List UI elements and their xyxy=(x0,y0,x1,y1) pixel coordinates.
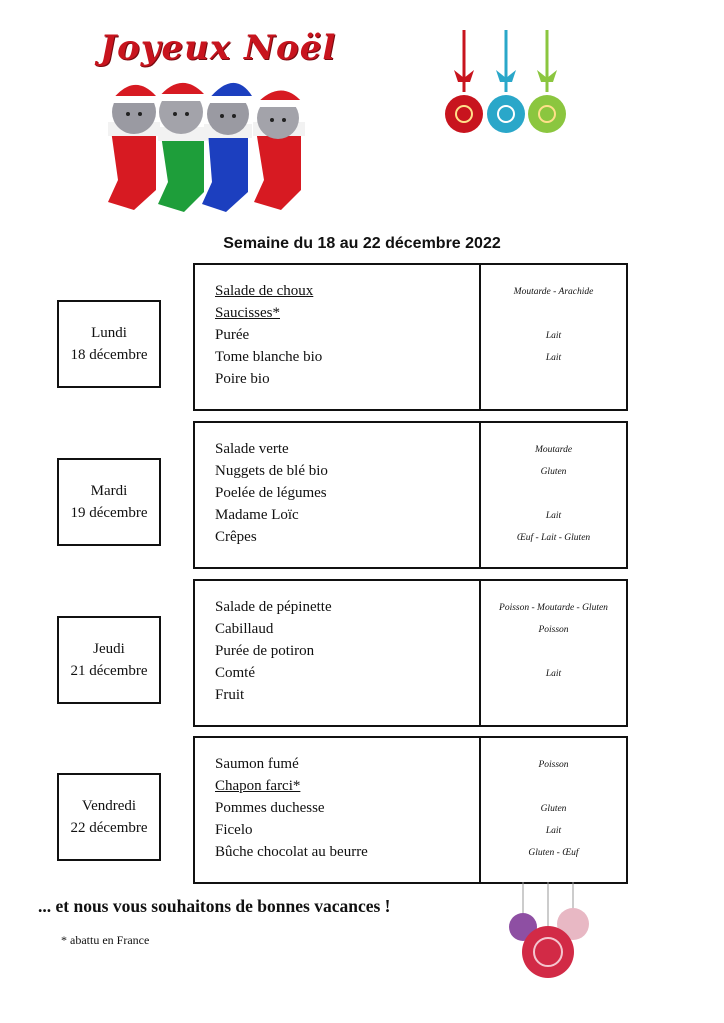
menu-dish: Saucisses* xyxy=(215,305,280,321)
week-title: Semaine du 18 au 22 décembre 2022 xyxy=(223,235,501,252)
allergen-label: Lait xyxy=(545,353,562,363)
allergen-label: Poisson xyxy=(538,625,569,635)
allergen-label: Lait xyxy=(545,331,562,341)
footnote: * abattu en France xyxy=(61,933,150,947)
day-name: Mardi xyxy=(90,483,128,499)
allergen-label: Lait xyxy=(545,669,562,679)
allergen-label: Gluten xyxy=(540,804,567,814)
menu-dish: Pommes duchesse xyxy=(215,800,325,816)
menu-dish: Fruit xyxy=(215,687,245,703)
day-date: 21 décembre xyxy=(70,663,148,679)
menu-dish: Salade verte xyxy=(215,441,289,457)
day-name: Lundi xyxy=(91,325,127,341)
allergen-label: Poisson - Moutarde - Gluten xyxy=(499,603,608,613)
allergen-label: Lait xyxy=(545,511,562,521)
day-label-box xyxy=(57,458,161,546)
menu-box xyxy=(193,579,628,727)
joyeux-noel-title: Joyeux Noël xyxy=(100,28,337,68)
allergen-label: Gluten - Œuf xyxy=(528,848,579,858)
menu-dish: Madame Loïc xyxy=(215,507,299,523)
menu-dish: Chapon farci* xyxy=(215,778,301,794)
menu-dish: Salade de choux xyxy=(215,283,314,299)
day-date: 19 décembre xyxy=(70,505,148,521)
menu-dish: Poire bio xyxy=(215,371,270,387)
menu-dish: Cabillaud xyxy=(215,621,274,637)
bottom-ornaments-image xyxy=(498,882,598,982)
menu-dish: Ficelo xyxy=(215,822,253,838)
allergen-label: Moutarde - Arachide xyxy=(513,287,594,297)
allergen-label: Œuf - Lait - Gluten xyxy=(516,533,591,543)
menu-dish: Bûche chocolat au beurre xyxy=(215,844,368,860)
holiday-wishes: ... et nous vous souhaitons de bonnes vacances ! xyxy=(38,896,391,916)
day-date: 22 décembre xyxy=(70,820,148,836)
menu-dish: Tome blanche bio xyxy=(215,349,323,365)
allergen-label: Moutarde xyxy=(534,445,573,455)
menu-dish: Poelée de légumes xyxy=(215,485,327,501)
day-label-box xyxy=(57,773,161,861)
menu-dish: Purée de potiron xyxy=(215,643,315,659)
menu-box xyxy=(193,421,628,569)
christmas-bears-stockings-image xyxy=(96,70,336,220)
day-name: Jeudi xyxy=(93,641,125,657)
menu-box xyxy=(193,736,628,884)
day-date: 18 décembre xyxy=(70,347,148,363)
hanging-ornaments-image xyxy=(438,30,578,140)
day-name: Vendredi xyxy=(81,798,137,814)
menu-dish: Comté xyxy=(215,665,255,681)
allergen-label: Lait xyxy=(545,826,562,836)
menu-box xyxy=(193,263,628,411)
day-label-box xyxy=(57,616,161,704)
menu-dish: Salade de pépinette xyxy=(215,599,332,615)
menu-dish: Crêpes xyxy=(215,529,257,545)
menu-dish: Saumon fumé xyxy=(215,756,299,772)
day-label-box xyxy=(57,300,161,388)
allergen-label: Gluten xyxy=(540,467,567,477)
menu-dish: Purée xyxy=(215,327,250,343)
allergen-label: Poisson xyxy=(538,760,569,770)
menu-dish: Nuggets de blé bio xyxy=(215,463,328,479)
